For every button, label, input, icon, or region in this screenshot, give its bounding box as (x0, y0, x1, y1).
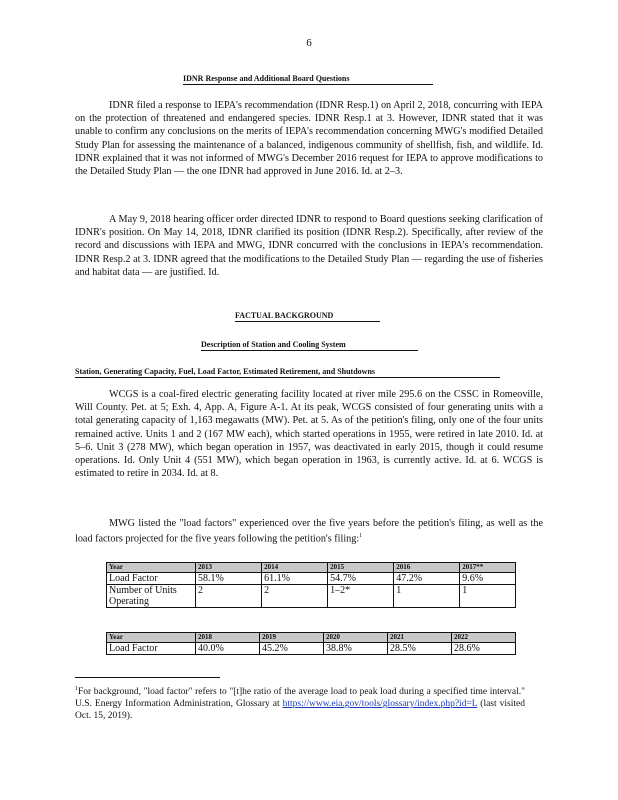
table-cell: 2021 (388, 633, 452, 643)
table-row (107, 563, 516, 573)
paragraph-text: A May 9, 2018 hearing officer order directed IDNR to respond to Board questions seeking clarification of IDNR's position. On May 14, 2018, IDNR clarified its position (IDNR Resp.2). Specifically, after review of the record and discussions with IEPA and MWG, IDNR concurred with the conclusions in IEPA's recommendation. IDNR Resp.2 at 3. IDNR agreed that the modifications to the Detailed Study Plan — regarding the use of fisheries and habitat data — are justified. Id. (75, 214, 543, 278)
paragraph-load-factors (75, 517, 543, 546)
paragraph-idnr-response-1 (75, 99, 543, 178)
heading-station-capacity: Station, Generating Capacity, Fuel, Load Factor, Estimated Retirement, and Shutdowns (75, 367, 500, 378)
table-cell: 2 (262, 585, 328, 608)
table-cell: 9.6% (460, 573, 516, 585)
table-cell: 47.2% (394, 573, 460, 585)
table-row (107, 643, 516, 655)
heading-factual-background: FACTUAL BACKGROUND (235, 311, 380, 322)
paragraph-idnr-response-2 (75, 213, 543, 279)
footnote (75, 683, 525, 722)
table-cell: 2020 (324, 633, 388, 643)
table-cell: Year (107, 563, 196, 573)
table-cell: 2019 (260, 633, 324, 643)
footnote-text: For background, "load factor" refers to "[t]he ratio of the average load to peak load during a specified time interval." U.S. Energy Information Administration, Glossary at (75, 687, 525, 710)
table-cell: 1–2* (328, 585, 394, 608)
paragraph-text: WCGS is a coal-fired electric generating facility located at river mile 295.6 on the CSSC in Romeoville, Will County. Pet. at 5; Exh. 4, App. A, Figure A-1. At its peak, WCGS consisted of four generating units with a total generating capacity of 1,163 megawatts (MW). Pet. at 5. As of the petition's filing, only one of the four units remained active. Units 1 and 2 (167 MW each), which started operations in 1955, were retired in late 2010. Id. at 5–6. Unit 3 (278 MW), which began operation in 1957, was deactivated in early 2015, though it could resume operations. Id. Only Unit 4 (551 MW), which began operation in 1963, is currently active. Id. at 6. WCGS is estimated to retire in 2034. Id. at 8. (75, 389, 543, 480)
heading-description: Description of Station and Cooling System (201, 340, 418, 351)
glossary-link[interactable]: https://www.eia.gov/tools/glossary/index.php?id=L (282, 699, 478, 710)
table-row (107, 573, 516, 585)
table-cell: 2013 (196, 563, 262, 573)
paragraph-station (75, 388, 543, 480)
table-cell: 40.0% (196, 643, 260, 655)
table-cell: 2 (196, 585, 262, 608)
footnote-marker: 1 (359, 533, 363, 540)
table-cell: Year (107, 633, 196, 643)
load-factor-table-2013-2017 (106, 562, 516, 608)
table-cell: 2017** (460, 563, 516, 573)
table-cell: 2018 (196, 633, 260, 643)
table-cell: 2022 (452, 633, 516, 643)
footnote-number: 1 (75, 686, 78, 692)
table-cell: 61.1% (262, 573, 328, 585)
footnote-divider (75, 677, 220, 678)
table-cell: Load Factor (107, 643, 196, 655)
footnote-visited: (last visited Oct. 15, 2019). (75, 699, 525, 722)
table-cell: 28.6% (452, 643, 516, 655)
load-factor-table-2018-2022 (106, 632, 516, 655)
heading-idnr-response: IDNR Response and Additional Board Questions (183, 74, 433, 85)
table-cell: 38.8% (324, 643, 388, 655)
table-cell: 1 (460, 585, 516, 608)
table-cell: 28.5% (388, 643, 452, 655)
table-cell: 58.1% (196, 573, 262, 585)
table-cell: 54.7% (328, 573, 394, 585)
table-row (107, 633, 516, 643)
page-number: 6 (306, 37, 312, 49)
table-cell: Load Factor (107, 573, 196, 585)
paragraph-text: MWG listed the "load factors" experienced over the five years before the petition's filing, as well as the load factors projected for the five years following the petition's filing: (75, 518, 543, 545)
table-cell: 2015 (328, 563, 394, 573)
paragraph-text: IDNR filed a response to IEPA's recommendation (IDNR Resp.1) on April 2, 2018, concurring with IEPA on the protection of threatened and endangered species. IDNR Resp.1 at 3. However, IDNR stated that it was unable to confirm any conclusions on the merits of IEPA's recommendation concerning MWG's modified Detailed Study Plan for assessing the maintenance of a balanced, indigenous community of shellfish, fish, and wildlife. Id. IDNR explained that it was not informed of MWG's December 2016 request for IEPA to approve modifications to the Detailed Study Plan — the one IDNR had approved in June 2016. Id. at 2–3. (75, 100, 543, 178)
table-row (107, 585, 516, 608)
table-cell: 2016 (394, 563, 460, 573)
table-cell: 1 (394, 585, 460, 608)
table-cell: 45.2% (260, 643, 324, 655)
table-cell: 2014 (262, 563, 328, 573)
table-cell: Number of Units Operating (107, 585, 196, 608)
